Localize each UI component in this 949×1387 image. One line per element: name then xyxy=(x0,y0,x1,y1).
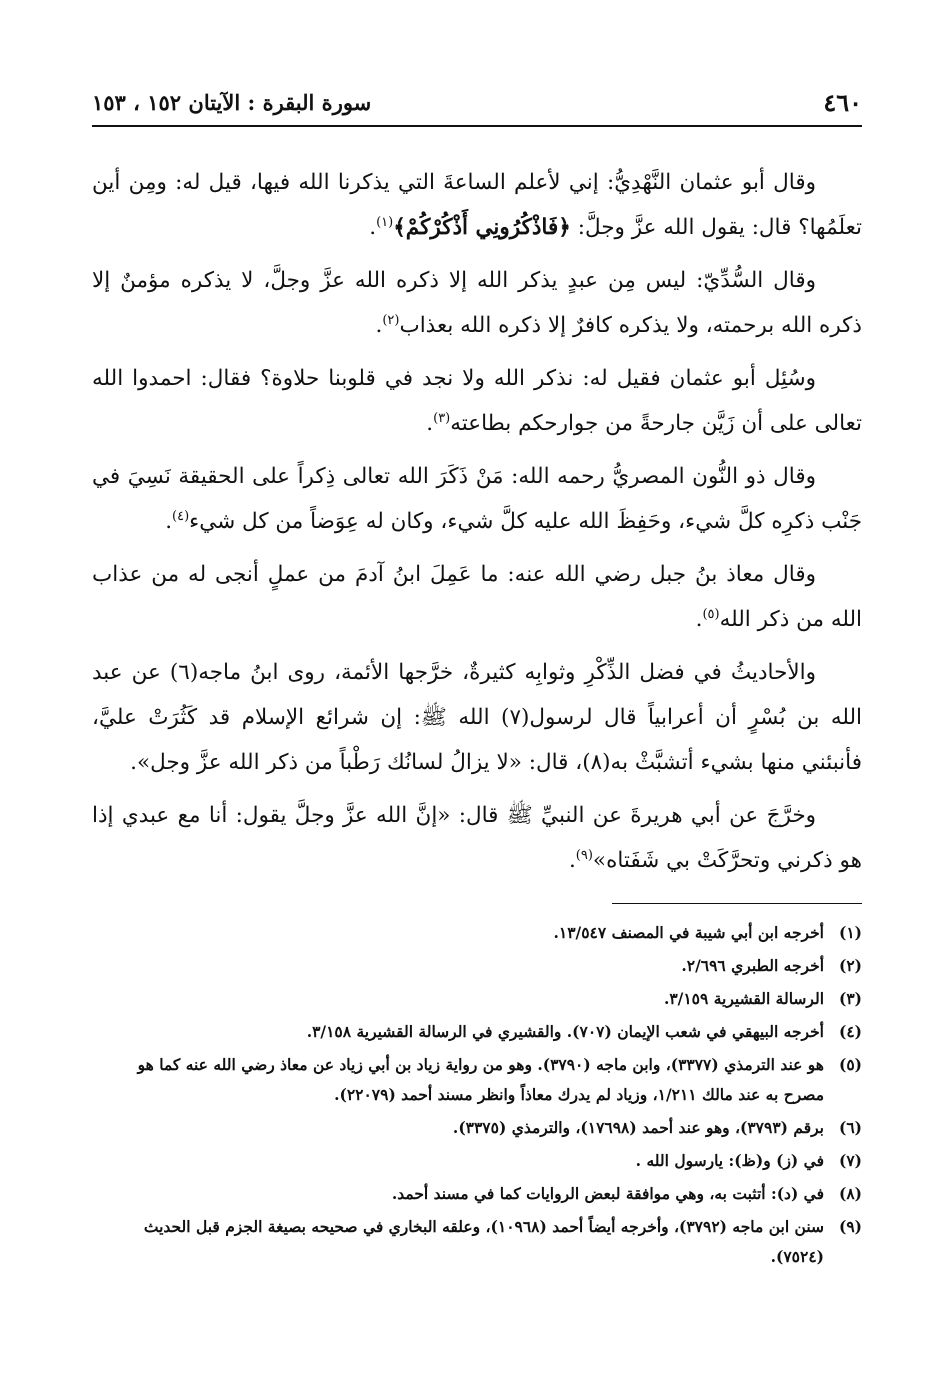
footnote-text: في (ز) و(ظ): يارسول الله . xyxy=(635,1151,824,1170)
main-text xyxy=(92,160,862,891)
paragraph: والأحاديثُ في فضل الذِّكْرِ وثوابِه كثيرةٌ، خرَّجها الأئمة، روى ابنُ ماجه(٦) عن عبد الله بن بُسْرٍ أن أعرابياً قال لرسول(٧) الله ﷺ: إن شرائع الإسلام قد كَثُرَتْ عليَّ، فأنبئني منها بشيء أتشبَّثْ به(٨)، قال: «لا يزالُ لسانُك رَطْباً من ذكر الله عزَّ وجل». xyxy=(92,660,862,775)
running-title: سورة البقرة : الآيتان ١٥٢ ، ١٥٣ xyxy=(92,90,372,115)
footnote-number: (١) xyxy=(838,923,862,942)
footnote xyxy=(92,1179,862,1209)
footnote-number: (٨) xyxy=(838,1184,862,1203)
footnote-number: (٢) xyxy=(838,956,862,975)
footnote xyxy=(92,1050,862,1110)
footnote-ref: (٥) xyxy=(702,606,720,622)
footnote xyxy=(92,1017,862,1047)
footnote-text: الرسالة القشيرية ٣/١٥٩. xyxy=(663,989,824,1008)
footnote-ref: (١) xyxy=(376,214,394,230)
footnote-number: (٥) xyxy=(838,1055,862,1074)
footnote xyxy=(92,1212,862,1272)
footnote xyxy=(92,951,862,981)
footnotes xyxy=(92,918,862,1275)
footnote-text: أخرجه الطبري ٢/٦٩٦. xyxy=(681,956,824,975)
footnote-text: أخرجه البيهقي في شعب الإيمان (٧٠٧). والقشيري في الرسالة القشيرية ٣/١٥٨. xyxy=(306,1022,824,1041)
footnote xyxy=(92,984,862,1014)
footnote-ref: (٤) xyxy=(172,508,190,524)
paragraph: وقال معاذ بنُ جبل رضي الله عنه: ما عَمِلَ ابنُ آدمَ من عملٍ أنجى له من عذاب الله من ذكر الله$^{(٥)}$. xyxy=(92,562,862,632)
footnote-number: (٣) xyxy=(838,989,862,1008)
footnote-number: (٤) xyxy=(838,1022,862,1041)
footnote-ref: (٣) xyxy=(433,410,451,426)
paragraph: وسُئِل أبو عثمان فقيل له: نذكر الله ولا نجد في قلوبنا حلاوة؟ فقال: احمدوا الله تعالى على أن زَيَّن جارحةً من جوارحكم بطاعته$^{(٣)}$. xyxy=(92,366,862,436)
footnote-number: (٦) xyxy=(838,1118,862,1137)
footnote-ref: (٩) xyxy=(575,847,593,863)
footnote-text: سنن ابن ماجه (٣٧٩٢)، وأخرجه أيضاً أحمد (١٠٩٦٨)، وعلقه البخاري في صحيحه بصيغة الجزم قبل الحديث (٧٥٢٤). xyxy=(143,1217,824,1266)
page-number: ٤٦٠ xyxy=(823,88,862,117)
quran-quote: ﴿فَاذْكُرُونِي أَذْكُرْكُمْ﴾ xyxy=(393,215,571,240)
footnote xyxy=(92,1113,862,1143)
footnote xyxy=(92,1146,862,1176)
footnote-rule xyxy=(612,903,862,904)
footnote-text: في (د): أتثبت به، وهي موافقة لبعض الروايات كما في مسند أحمد. xyxy=(391,1184,824,1203)
paragraph: وقال السُّدِّيّ: ليس مِن عبدٍ يذكر الله إلا ذكره الله عزَّ وجلَّ، لا يذكره مؤمنٌ إلا ذكره الله برحمته، ولا يذكره كافرٌ إلا ذكره الله بعذاب$^{(٢)}$. xyxy=(92,268,862,338)
paragraph: وقال أبو عثمان النَّهْدِيُّ: إني لأعلم الساعةَ التي يذكرنا الله فيها، قيل له: ومِن أين تعلَمُها؟ قال: يقول الله عزَّ وجلَّ: ﴿فَاذْكُرُونِي أَذْكُرْكُمْ﴾$^{(١)}$. xyxy=(92,170,862,240)
footnote-text: أخرجه ابن أبي شيبة في المصنف ١٣/٥٤٧. xyxy=(553,923,824,942)
paragraph: وقال ذو النُّون المصريُّ رحمه الله: مَنْ ذَكَرَ الله تعالى ذِكراً على الحقيقة نَسِيَ في جَنْب ذكرِه كلَّ شيء، وحَفِظَ الله عليه كلَّ شيء، وكان له عِوَضاً من كل شيء$^{(٤)}$. xyxy=(92,464,862,534)
footnote-text: برقم (٣٧٩٣)، وهو عند أحمد (١٧٦٩٨)، والترمذي (٣٣٧٥). xyxy=(452,1118,824,1137)
footnote-text: هو عند الترمذي (٣٣٧٧)، وابن ماجه (٣٧٩٠). وهو من رواية زياد بن أبي زياد عن معاذ رضي الله عنه كما هو مصرح به عند مالك ١/٢١١، وزياد لم يدرك معاذاً وانظر مسند أحمد (٢٢٠٧٩). xyxy=(137,1055,824,1104)
footnote-ref: (٢) xyxy=(382,312,400,328)
paragraph: وخرَّجَ عن أبي هريرةَ عن النبيِّ ﷺ قال: «إنَّ الله عزَّ وجلَّ يقول: أنا مع عبدي إذا هو ذكرني وتحرَّكَتْ بي شَفَتاه»$^{(٩)}$. xyxy=(92,803,862,873)
footnote xyxy=(92,918,862,948)
page-header xyxy=(92,88,862,124)
header-rule xyxy=(92,125,862,127)
footnote-number: (٩) xyxy=(838,1217,862,1236)
footnote-number: (٧) xyxy=(838,1151,862,1170)
